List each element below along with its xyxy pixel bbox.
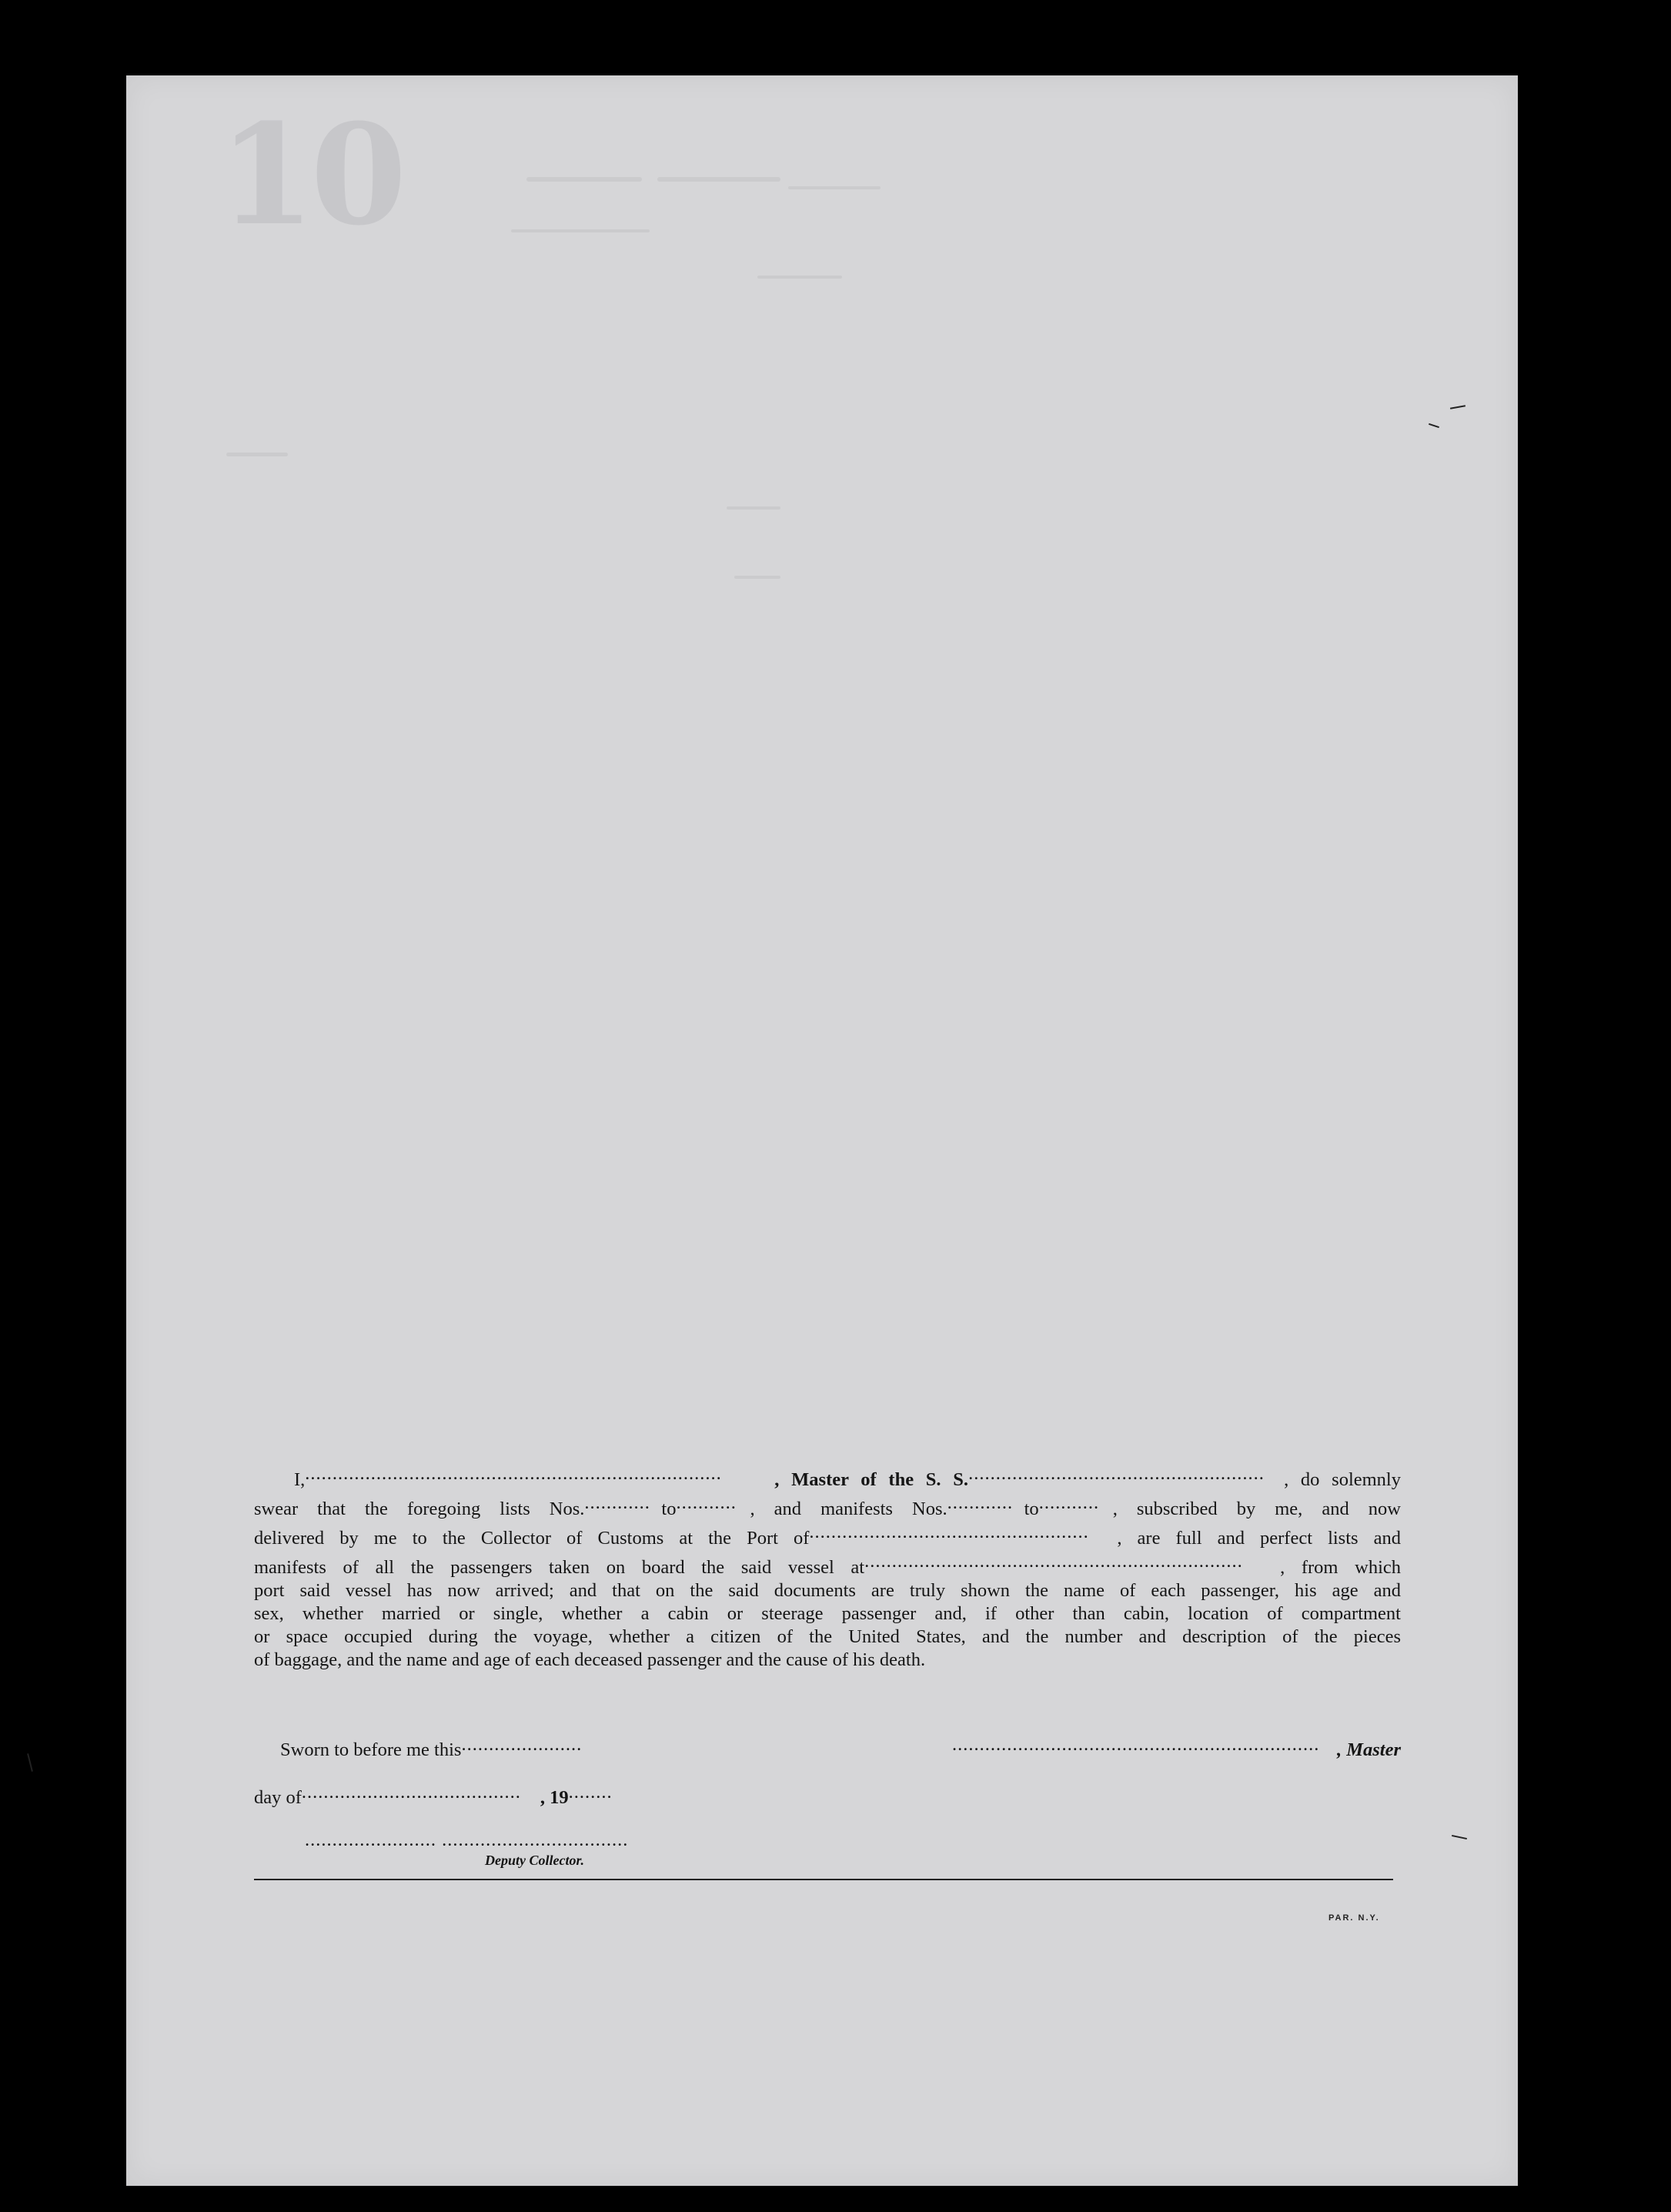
document-page [126, 75, 1518, 2186]
show-through-mark [226, 453, 288, 456]
blank-sworn-day: ...................... [461, 1734, 583, 1755]
oath-line-2 [254, 1492, 1401, 1521]
show-through-mark [727, 506, 780, 510]
oath-text: , do solemnly [1284, 1469, 1401, 1490]
oath-text: to [1024, 1499, 1039, 1519]
oath-line-5: port said vessel has now arrived; and that on the said documents are truly shown the name of each passenger, his age and [254, 1580, 1401, 1601]
deputy-signature-line [305, 1829, 639, 1856]
oath-line-1 [254, 1462, 1401, 1492]
show-through-mark [657, 177, 780, 182]
blank-list-to: ........... [676, 1492, 737, 1513]
show-through-mark [757, 276, 842, 279]
oath-text: , and manifests Nos. [750, 1499, 947, 1519]
year-label: , 19 [540, 1787, 569, 1808]
oath-line-3 [254, 1521, 1401, 1550]
show-through-mark [734, 576, 780, 579]
blank-month: ........................................ [301, 1782, 521, 1803]
oath-text: manifests of all the passengers taken on board the said vessel at [254, 1557, 865, 1578]
oath-text: I, [294, 1469, 306, 1490]
deputy-collector-label: Deputy Collector. [485, 1853, 584, 1868]
oath-paragraph [254, 1462, 1401, 1672]
scan-speck [27, 1753, 33, 1772]
sworn-label: Sworn to before me this [280, 1739, 462, 1760]
blank-list-from: ............ [584, 1492, 650, 1513]
sworn-date-line [280, 1734, 589, 1761]
show-through-mark [511, 229, 650, 232]
blank-manifest-to: ........... [1038, 1492, 1100, 1513]
oath-line-7: or space occupied during the voyage, whether a citizen of the United States, and the number and description of the pieces [254, 1626, 1401, 1647]
blank-port-name: ................................................... [809, 1522, 1089, 1542]
printer-mark: PAR. N.Y. [1328, 1913, 1380, 1923]
master-signature-line [952, 1734, 1401, 1761]
scan-speck [1429, 423, 1439, 428]
blank-master-signature: ................................................................... [951, 1734, 1320, 1755]
show-through-mark [526, 177, 642, 182]
oath-text: , are full and perfect lists and [1117, 1528, 1401, 1549]
day-line [254, 1782, 620, 1809]
horizontal-rule [254, 1879, 1393, 1880]
scan-speck [1450, 405, 1465, 409]
oath-text: , Master of the S. S. [774, 1469, 969, 1490]
blank-vessel-name: ...................................................... [968, 1463, 1265, 1484]
oath-text: delivered by me to the Collector of Customs at the Port of [254, 1528, 810, 1549]
oath-line-8: of baggage, and the name and age of each deceased passenger and the cause of his death. [254, 1649, 926, 1670]
blank-year: ........ [568, 1782, 613, 1803]
blank-departure-port: ..................................................................... [864, 1551, 1243, 1572]
oath-text: , from which [1280, 1557, 1401, 1578]
oath-line-4 [254, 1550, 1401, 1579]
show-through-sheet-number: 10 [219, 94, 403, 256]
blank-deputy-signature: ........................ .................................. [305, 1829, 629, 1850]
blank-master-name: ............................................................................ [305, 1463, 722, 1484]
show-through-mark [788, 186, 881, 189]
day-label: day of [254, 1787, 302, 1808]
master-label: , Master [1336, 1739, 1401, 1760]
oath-line-6: sex, whether married or single, whether a cabin or steerage passenger and, if other than cabin, location of compartment [254, 1603, 1401, 1624]
oath-text: swear that the foregoing lists Nos. [254, 1499, 585, 1519]
oath-text: , subscribed by me, and now [1112, 1499, 1401, 1519]
scan-speck [1452, 1835, 1467, 1839]
oath-text: to [661, 1499, 677, 1519]
blank-manifest-from: ............ [947, 1492, 1014, 1513]
